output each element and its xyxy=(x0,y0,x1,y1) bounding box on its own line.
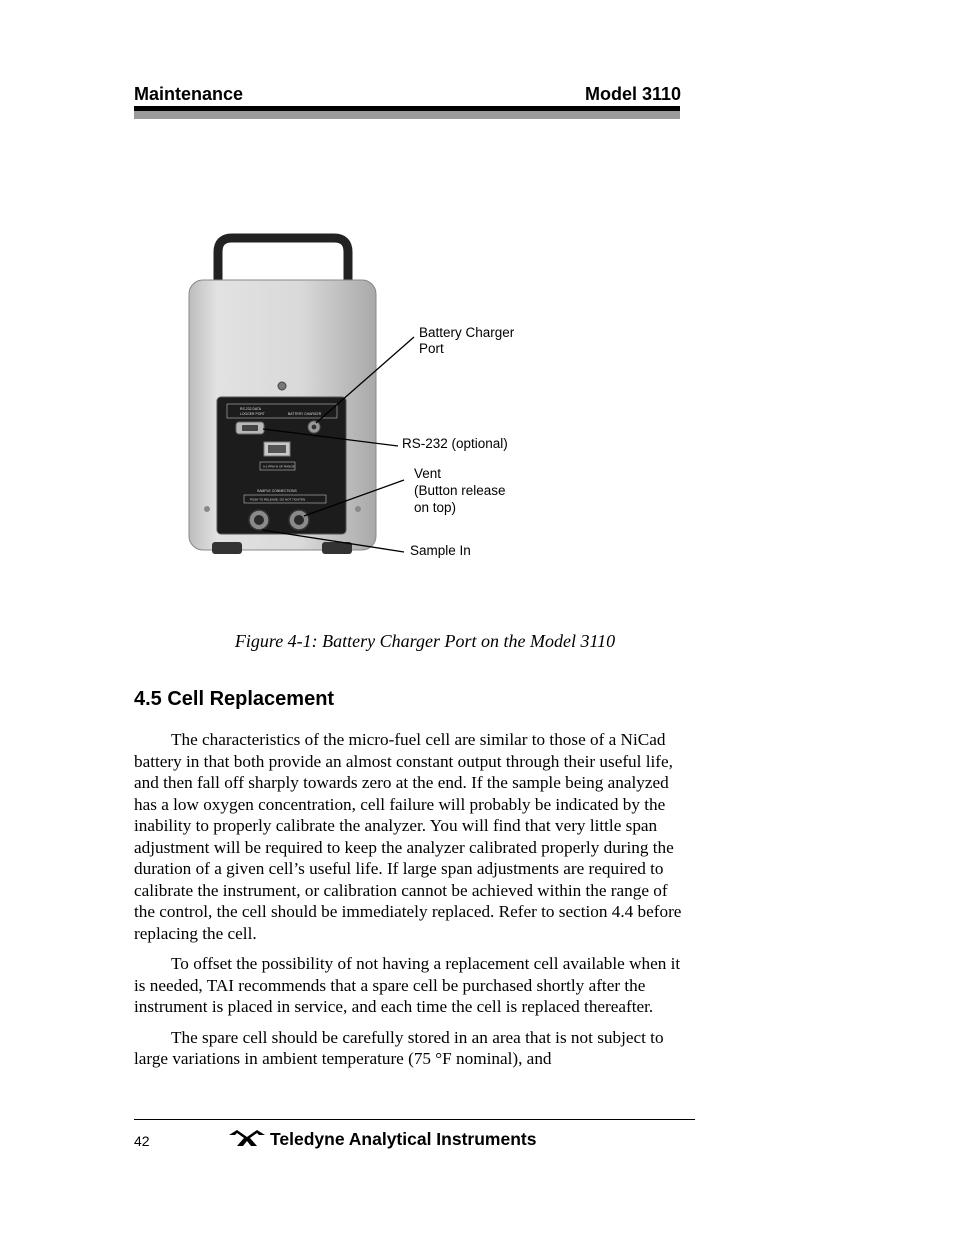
callout-vent-line2: (Button release xyxy=(414,483,506,498)
section-heading: 4.5 Cell Replacement xyxy=(134,688,335,710)
paragraph: The spare cell should be carefully stored in an area that is not subject to large variations in ambient temperature (75 °F nominal), and xyxy=(134,1027,664,1068)
callout-vent-line1: Vent xyxy=(414,466,442,481)
panel-label-push-release: PUSH TO RELEASE, DO NOT TIGHTEN xyxy=(250,497,306,502)
panel-label-rs232-line2: LOGGER PORT xyxy=(240,412,265,416)
page-number: 42 xyxy=(134,1133,150,1149)
screw-icon xyxy=(278,382,286,390)
footer-brand: Teledyne Analytical Instruments xyxy=(270,1129,537,1149)
callout-rs232: RS-232 (optional) xyxy=(402,436,508,451)
section-body xyxy=(134,729,682,1079)
callout-battery-charger-line1: Battery Charger xyxy=(419,325,515,340)
panel-label-range: 0-1 PPM % OF RANGE xyxy=(263,464,295,469)
analyzer-rear-panel-figure xyxy=(168,224,528,584)
panel-label-rs232-line1: RS-232 DATA xyxy=(240,407,261,411)
teledyne-logo-icon xyxy=(229,1130,265,1146)
callout-sample-in: Sample In xyxy=(410,543,471,558)
running-header-section: Maintenance xyxy=(134,84,244,104)
callout-battery-charger-line2: Port xyxy=(419,341,444,356)
footer-rule xyxy=(134,1119,695,1120)
paragraph: To offset the possibility of not having a replacement cell available when it is needed, TAI recommends that a spare cell be purchased shortly after the instrument is placed in service, and each time the cell is replaced thereafter. xyxy=(134,954,681,1016)
callout-vent-line3: on top) xyxy=(414,500,457,515)
panel-label-battery-charger: BATTERY CHARGER xyxy=(288,412,322,416)
header-rule-grey xyxy=(134,111,680,119)
running-header-model: Model 3110 xyxy=(584,84,681,104)
panel-label-sample-connections: SAMPLE CONNECTIONS xyxy=(257,489,297,493)
paragraph: The characteristics of the micro-fuel cell are similar to those of a NiCad battery in that both provide an almost constant output through their useful life, and then fall off sharply towards zero at the end. If the sample being analyzed has a low oxygen concentration, cell failure will probably be indicated by the inability to properly calibrate the analyzer. You will find that very little span adjustment will be required to keep the analyzer calibrated properly during the duration of a given cell’s useful life. If large span adjustments are required to calibrate the instrument, or calibration cannot be achieved within the range of the control, the cell should be immediately replaced. Refer to section 4.4 before replacing the cell. xyxy=(134,730,682,943)
figure-caption: Figure 4-1: Battery Charger Port on the Model 3110 xyxy=(234,631,616,651)
